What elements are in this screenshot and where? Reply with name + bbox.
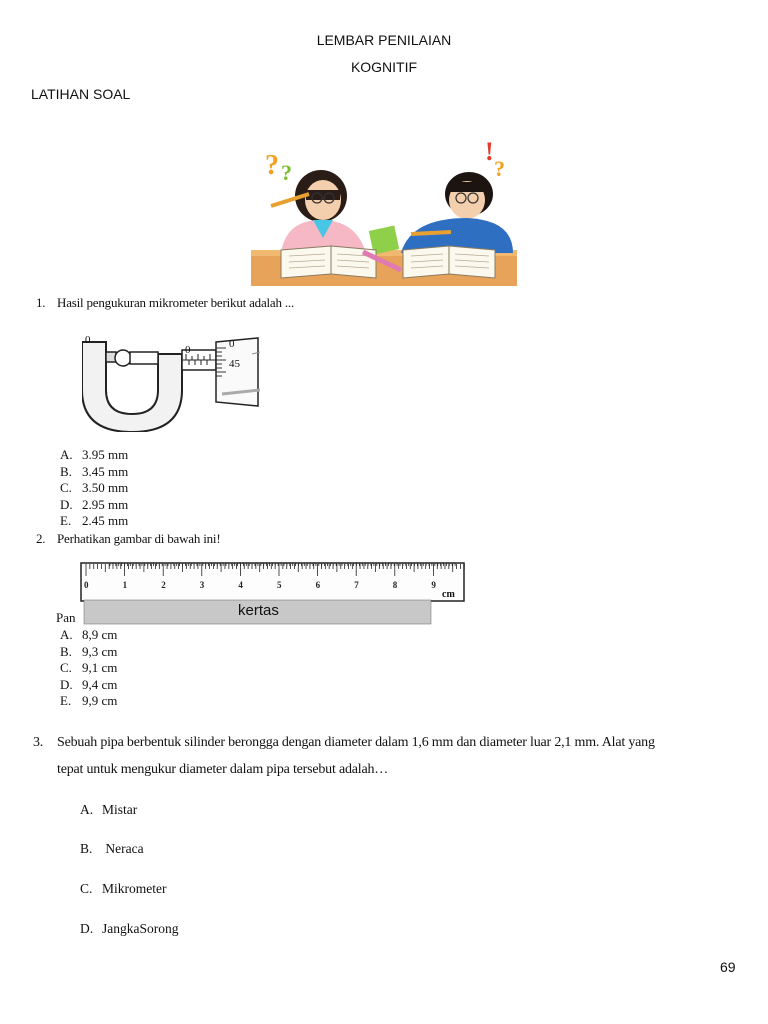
- ruler-label: 8: [392, 580, 398, 590]
- question-2-number: 2.: [36, 531, 46, 546]
- option-3a[interactable]: A. Mistar: [80, 802, 138, 817]
- option-1a[interactable]: A. 3.95 mm: [60, 447, 129, 462]
- page-subtitle: KOGNITIF: [350, 59, 418, 75]
- question-3-text-line2: tepat untuk mengukur diameter dalam pipa tersebut adalah…: [57, 762, 389, 777]
- option-2c[interactable]: C. 9,1 cm: [60, 660, 118, 676]
- option-2a[interactable]: A. 8,9 cm: [60, 627, 118, 642]
- students-illustration: [251, 138, 517, 286]
- option-3d[interactable]: D. JangkaSorong: [80, 921, 179, 936]
- ruler-label: 6: [315, 580, 321, 590]
- ruler-label: 5: [277, 580, 282, 590]
- question-1-text: Hasil pengukuran mikrometer berikut adalah ...: [57, 295, 295, 310]
- svg-text:?: ?: [494, 156, 505, 181]
- micrometer-label-thimble: 45: [229, 358, 240, 370]
- question-1-options: [60, 447, 128, 530]
- ruler-label: 9: [431, 580, 436, 590]
- ruler-unit-label: cm: [442, 589, 455, 600]
- question-2-text: Perhatikan gambar di bawah ini!: [57, 531, 221, 546]
- svg-text:!: !: [485, 138, 494, 166]
- option-1e[interactable]: E. 2.45 mm: [60, 513, 129, 529]
- question-1-number: 1.: [36, 295, 46, 310]
- option-1d[interactable]: D. 2.95 mm: [60, 496, 129, 512]
- micrometer-label-sleeve: 0: [185, 344, 191, 356]
- ruler-label: 7: [354, 580, 359, 590]
- ruler-label: 1: [122, 580, 128, 590]
- page-title: LEMBAR PENILAIAN: [316, 32, 452, 48]
- micrometer-label-thimble-top: 0: [229, 338, 235, 350]
- ruler-label: 2: [161, 580, 166, 590]
- micrometer-label-left: 0: [85, 334, 91, 346]
- paper-label: kertas: [238, 602, 279, 619]
- ruler-label: 4: [238, 580, 243, 590]
- option-1b[interactable]: B. 3.45 mm: [60, 463, 129, 479]
- section-heading: LATIHAN SOAL: [31, 86, 131, 102]
- ruler-label: 3: [199, 580, 205, 590]
- option-2b[interactable]: B. 9,3 cm: [60, 643, 118, 659]
- question-3-text-line1: Sebuah pipa berbentuk silinder berongga dengan diameter dalam 1,6 mm dan diameter luar 2,1 mm. Alat yang: [57, 735, 655, 750]
- question-2-partial-text: Pan: [56, 610, 76, 625]
- svg-text:?: ?: [281, 160, 292, 185]
- page-number: 69: [720, 959, 736, 975]
- option-2e[interactable]: E. 9,9 cm: [60, 693, 118, 709]
- question-2-options: [60, 627, 117, 710]
- option-2d[interactable]: D. 9,4 cm: [60, 676, 118, 692]
- option-3c[interactable]: C. Mikrometer: [80, 881, 167, 896]
- option-1c[interactable]: C. 3.50 mm: [60, 480, 129, 496]
- question-3-number: 3.: [33, 735, 44, 750]
- option-3b[interactable]: B. Neraca: [80, 841, 144, 856]
- svg-text:?: ?: [265, 150, 279, 181]
- ruler-label: 0: [84, 580, 89, 590]
